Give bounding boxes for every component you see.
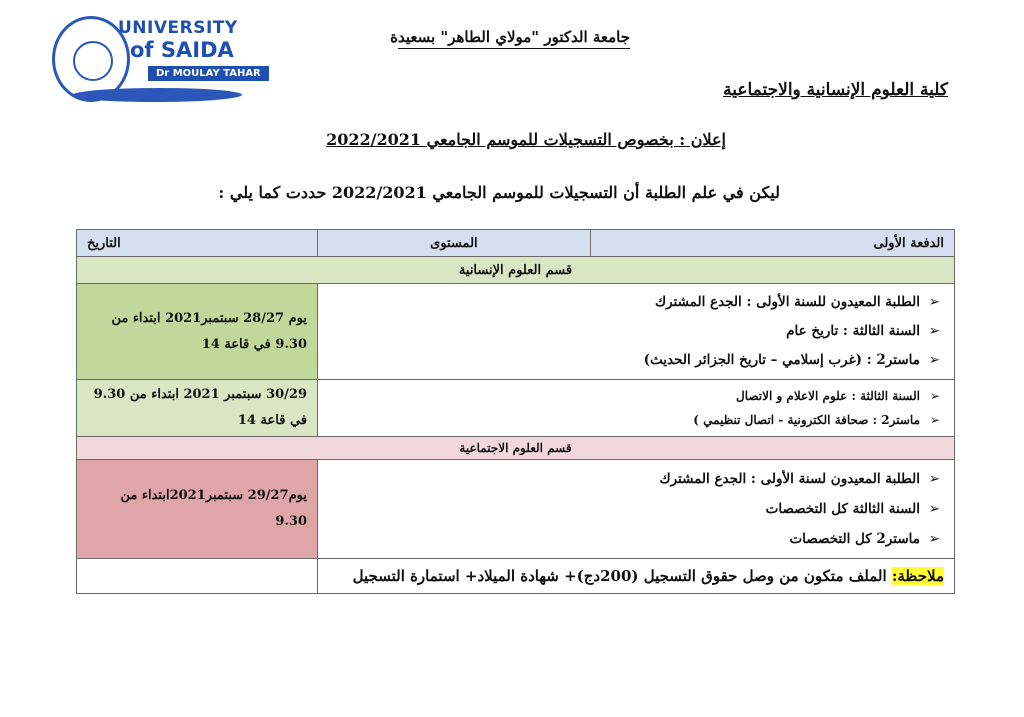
header-batch: الدفعة الأولى [590,230,954,257]
table-row [77,284,955,380]
logo-line-3: Dr MOULAY TAHAR [148,66,269,81]
registration-schedule-table [76,229,955,594]
note-empty-cell [77,559,318,594]
intro-text: ليكن في علم الطلبة أن التسجيلات للموسم الجامعي 2022/2021 حددت كما يلي : [218,183,780,202]
section-row-social [77,437,955,460]
date-cell: 30/29 سبتمبر 2021 ابتداء من 9.30 في قاعة 14 [77,380,318,437]
university-logo [52,14,261,110]
logo-line-2: of SAIDA [130,38,234,62]
level-cell [318,284,955,380]
header-date: التاريخ [77,230,318,257]
list-item: ➢ السنة الثالثة : علوم الاعلام و الاتصال [332,384,940,408]
announcement-title: إعلان : بخصوص التسجيلات للموسم الجامعي 2022/2021 [326,130,726,149]
faculty-name: كلية العلوم الإنسانية والاجتماعية [723,80,948,100]
logo-line-1: UNIVERSITY [118,18,238,38]
table-header-row [77,230,955,257]
note-cell [318,559,955,594]
level-cell [318,460,955,559]
section-title-humanities: قسم العلوم الإنسانية [77,257,955,284]
date-cell: يوم 28/27 سبتمبر2021 ابتداء من 9.30 في قاعة 14 [77,284,318,380]
logo-wave [69,88,244,102]
list-item: ➢ ماستر2 كل التخصصات [332,524,940,554]
list-item: ➢ ماستر2 : (غرب إسلامي – تاريخ الجزائر الحديث) [332,346,940,375]
date-cell: يوم29/27 سبتمبر2021ابتداء من 9.30 [77,460,318,559]
list-item: ➢ السنة الثالثة كل التخصصات [332,494,940,524]
list-item: ➢ الطلبة المعيدون لسنة الأولى : الجدع المشترك [332,464,940,494]
section-row-humanities [77,257,955,284]
list-item: ➢ ماستر2 : صحافة الكترونية - اتصال تنظيمي ) [332,408,940,432]
header-level: المستوى [318,230,591,257]
table-row [77,460,955,559]
table-row [77,380,955,437]
section-title-social: قسم العلوم الاجتماعية [77,437,955,460]
list-item: ➢ الطلبة المعيدون للسنة الأولى : الجدع المشترك [332,288,940,317]
note-label: ملاحظة: [891,567,944,585]
note-text: الملف متكون من وصل حقوق التسجيل (200دج)+ شهادة الميلاد+ استمارة التسجيل [352,567,892,585]
level-cell [318,380,955,437]
list-item: ➢ السنة الثالثة : تاريخ عام [332,317,940,346]
note-row [77,559,955,594]
university-name: جامعة الدكتور "مولاي الطاهر" بسعيدة [398,28,630,49]
